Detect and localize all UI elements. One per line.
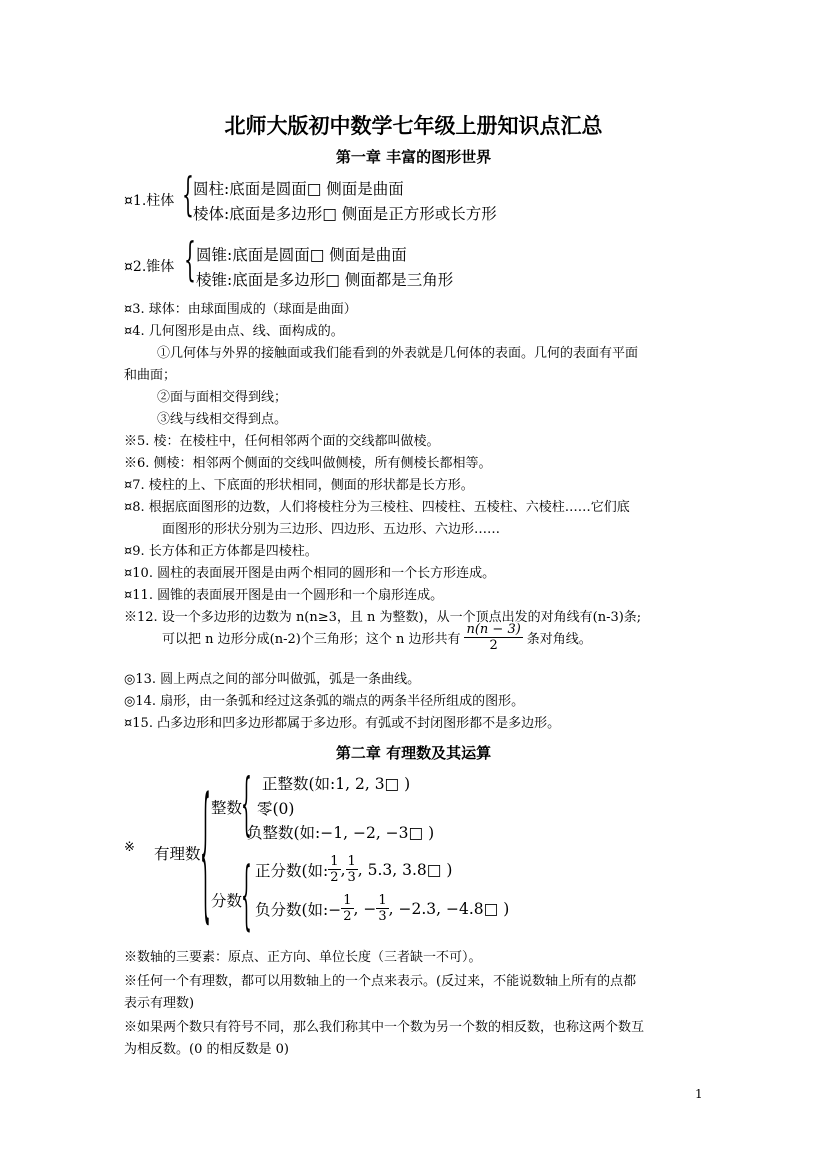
chapter2-heading: 第二章 有理数及其运算 xyxy=(335,744,492,762)
tree-neg-frac xyxy=(255,893,509,924)
brace-icon: { xyxy=(241,852,252,941)
list-item: ¤4. 几何图形是由点、线、面构成的。 xyxy=(124,324,344,339)
fraction-third xyxy=(376,893,388,924)
brace-icon: { xyxy=(182,167,194,222)
pos-frac-prefix: 正分数(如: xyxy=(255,861,329,880)
tree-integers: 整数 xyxy=(211,799,243,817)
formula-suffix: 条对角线。 xyxy=(526,632,592,647)
note-mark: ※ xyxy=(124,840,135,855)
pos-frac-suffix: , 5.3, 3.8□ ) xyxy=(357,860,453,879)
page-number: 1 xyxy=(695,1087,703,1101)
list-item: ¤7. 棱柱的上、下底面的形状相同，侧面的形状都是长方形。 xyxy=(124,478,474,493)
item1-label: ¤1.柱体 xyxy=(124,193,175,209)
neg-frac-prefix: 负分数(如:− xyxy=(255,900,342,919)
list-item: ※5. 棱：在棱柱中，任何相邻两个面的交线都叫做棱。 xyxy=(124,434,440,449)
list-item: ※6. 侧棱：相邻两个侧面的交线叫做侧棱，所有侧棱长都相等。 xyxy=(124,456,492,471)
diagonal-count-fraction xyxy=(464,622,522,653)
chapter1-heading: 第一章 丰富的图形世界 xyxy=(335,148,492,166)
numerator: 1 xyxy=(343,893,352,908)
neg-frac-suffix: , −2.3, −4.8□ ) xyxy=(388,899,510,918)
list-item: ¤8. 根据底面图形的边数，人们将棱柱分为三棱柱、四棱柱、五棱柱、六棱柱……它们底 xyxy=(124,500,630,515)
tree-pos-frac xyxy=(255,854,452,885)
document-title: 北师大版初中数学七年级上册知识点汇总 xyxy=(224,114,603,138)
denominator: 2 xyxy=(343,909,352,924)
fraction-numerator: n(n − 3) xyxy=(466,622,521,637)
note-line: ※任何一个有理数，都可以用数轴上的一个点来表示。(反过来，不能说数轴上所有的点都 xyxy=(124,974,637,989)
formula-prefix: 可以把 n 边形分成(n-2)个三角形；这个 n 边形共有 xyxy=(162,632,461,647)
brace-icon: { xyxy=(200,768,211,941)
separator: , xyxy=(340,860,346,879)
tree-fractions: 分数 xyxy=(211,892,243,910)
numerator: 1 xyxy=(330,854,339,869)
list-item: ※12. 设一个多边形的边数为 n(n≥3，且 n 为整数)，从一个顶点出发的对角线有(n-3)条; xyxy=(124,610,642,625)
denominator: 3 xyxy=(378,909,387,924)
list-item-formula xyxy=(162,622,592,653)
item1-a: 圆柱:底面是圆面□ 侧面是曲面 xyxy=(193,180,404,198)
list-item: ¤15. 凸多边形和凹多边形都属于多边形。有弧或不封闭图形都不是多边形。 xyxy=(124,716,561,731)
tree-root: 有理数 xyxy=(154,845,201,863)
tree-zero: 零(0) xyxy=(257,800,295,818)
list-item: 和曲面； xyxy=(124,368,177,383)
note-line: ※数轴的三要素：原点、正方向、单位长度（三者缺一不可）。 xyxy=(124,950,482,965)
item2-a: 圆锥:底面是圆面□ 侧面是曲面 xyxy=(196,246,407,264)
list-item: ¤3. 球体：由球面围成的（球面是曲面） xyxy=(124,302,357,317)
list-item: ①几何体与外界的接触面或我们能看到的外表就是几何体的表面。几何的表面有平面 xyxy=(157,346,639,361)
fraction-third xyxy=(346,854,358,885)
item2-b: 棱锥:底面是多边形□ 侧面都是三角形 xyxy=(196,271,454,289)
fraction-half xyxy=(341,893,353,924)
tree-pos-int: 正整数(如:1, 2, 3□ ) xyxy=(262,775,411,793)
list-item: ¤9. 长方体和正方体都是四棱柱。 xyxy=(124,544,318,559)
tree-neg-int: 负整数(如:−1, −2, −3□ ) xyxy=(247,824,435,842)
item2-label: ¤2.锥体 xyxy=(124,259,175,275)
list-item: 面图形的形状分别为三边形、四边形、五边形、六边形…… xyxy=(162,522,501,537)
list-item: ③线与线相交得到点。 xyxy=(157,412,288,427)
brace-icon: { xyxy=(184,232,196,287)
list-item: ¤11. 圆锥的表面展开图是由一个圆形和一个扇形连成。 xyxy=(124,588,444,603)
list-item: ¤10. 圆柱的表面展开图是由两个相同的圆形和一个长方形连成。 xyxy=(124,566,496,581)
brace-icon: { xyxy=(241,765,252,845)
list-item: ②面与面相交得到线； xyxy=(157,390,288,405)
list-item: ◎14. 扇形，由一条弧和经过这条弧的端点的两条半径所组成的图形。 xyxy=(124,694,525,709)
separator: , − xyxy=(353,899,377,918)
numerator: 1 xyxy=(347,854,356,869)
fraction-half xyxy=(328,854,340,885)
item1-b: 棱体:底面是多边形□ 侧面是正方形或长方形 xyxy=(193,205,497,223)
fraction-denominator: 2 xyxy=(489,638,498,653)
note-line: 表示有理数) xyxy=(124,996,195,1011)
denominator: 3 xyxy=(347,870,356,885)
list-item: ◎13. 圆上两点之间的部分叫做弧，弧是一条曲线。 xyxy=(124,672,421,687)
denominator: 2 xyxy=(330,870,339,885)
note-line: ※如果两个数只有符号不同，那么我们称其中一个数为另一个数的相反数，也称这两个数互 xyxy=(124,1020,645,1035)
numerator: 1 xyxy=(378,893,387,908)
note-line: 为相反数。(0 的相反数是 0) xyxy=(124,1042,289,1057)
